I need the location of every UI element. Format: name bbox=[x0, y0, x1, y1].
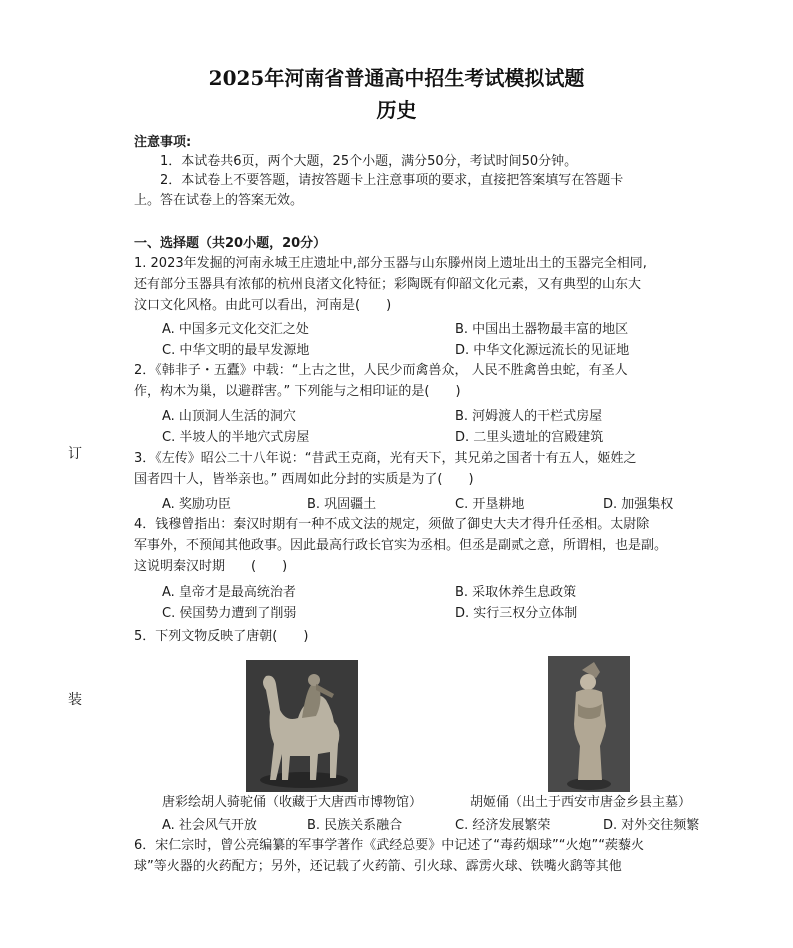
question-text: 这说明秦汉时期 ( ) bbox=[134, 559, 288, 574]
question-text: 汶口文化风格。由此可以看出，河南是( ) bbox=[134, 298, 392, 313]
exam-title: 2025年河南省普通高中招生考试模拟试题 bbox=[208, 66, 585, 90]
option-a[interactable]: A. 中国多元文化交汇之处 bbox=[162, 322, 309, 337]
notice-item: 1．本试卷共6页，两个大题，25个小题，满分50分，考试时间50分钟。 bbox=[160, 154, 578, 169]
option-b[interactable]: B. 中国出土器物最丰富的地区 bbox=[455, 322, 629, 337]
option-c[interactable]: C. 经济发展繁荣 bbox=[455, 818, 551, 833]
hu-lady-figurine-image bbox=[548, 656, 630, 792]
question-text: 6．宋仁宗时，曾公亮编纂的军事学著作《武经总要》中记述了“毒药烟球”“火炮”“蒺藜火 bbox=[134, 838, 644, 853]
hu-lady-figurine-drawing bbox=[548, 656, 630, 792]
question-text: 还有部分玉器具有浓郁的杭州良渚文化特征；彩陶既有仰韶文化元素，又有典型的山东大 bbox=[134, 277, 642, 292]
option-d[interactable]: D. 对外交往频繁 bbox=[603, 818, 700, 833]
question-text: 作，构木为巢，以避群害。” 下列能与之相印证的是( ) bbox=[134, 384, 461, 399]
notice-heading: 注意事项: bbox=[134, 135, 192, 150]
section-heading: 一、选择题（共20小题，20分） bbox=[134, 236, 327, 251]
question-text: 2．《韩非子・五蠹》中载：“上古之世，人民少而禽兽众， 人民不胜禽兽虫蛇，有圣人 bbox=[134, 363, 628, 378]
option-c[interactable]: C. 侯国势力遭到了削弱 bbox=[162, 606, 297, 621]
option-c[interactable]: C. 半坡人的半地穴式房屋 bbox=[162, 430, 310, 445]
camel-rider-figurine-image bbox=[246, 660, 358, 792]
question-text: 国者四十人，皆举亲也。” 西周如此分封的实质是为了( ) bbox=[134, 472, 474, 487]
option-a[interactable]: A. 奖励功臣 bbox=[162, 497, 231, 512]
image-caption: 胡姬俑（出土于西安市唐金乡县主墓） bbox=[470, 795, 692, 810]
question-text: 3．《左传》昭公二十八年说：“昔武王克商，光有天下，其兄弟之国者十有五人，姬姓之 bbox=[134, 451, 637, 466]
question-text: 5．下列文物反映了唐朝( ) bbox=[134, 629, 309, 644]
question-text: 4．钱穆曾指出：秦汉时期有一种不成文法的规定，须做了御史大夫才得升任丞相。太尉除 bbox=[134, 517, 650, 532]
notice-item-cont: 上。答在试卷上的答案无效。 bbox=[134, 193, 304, 208]
option-a[interactable]: A. 皇帝才是最高统治者 bbox=[162, 585, 296, 600]
binding-mark-zhuang: 装 bbox=[68, 692, 82, 708]
option-b[interactable]: B. 河姆渡人的干栏式房屋 bbox=[455, 409, 603, 424]
image-caption: 唐彩绘胡人骑驼俑（收藏于大唐西市博物馆） bbox=[162, 795, 423, 810]
exam-subject: 历史 bbox=[376, 98, 417, 122]
option-a[interactable]: A. 山顶洞人生活的洞穴 bbox=[162, 409, 296, 424]
option-d[interactable]: D. 中华文化源远流长的见证地 bbox=[455, 343, 630, 358]
option-b[interactable]: B. 民族关系融合 bbox=[307, 818, 403, 833]
option-d[interactable]: D. 加强集权 bbox=[603, 497, 674, 512]
option-b[interactable]: B. 采取休养生息政策 bbox=[455, 585, 577, 600]
option-a[interactable]: A. 社会风气开放 bbox=[162, 818, 257, 833]
camel-figurine-drawing bbox=[246, 660, 358, 792]
option-b[interactable]: B. 巩固疆土 bbox=[307, 497, 377, 512]
option-c[interactable]: C. 中华文明的最早发源地 bbox=[162, 343, 310, 358]
binding-mark-ding: 订 bbox=[68, 446, 82, 462]
option-d[interactable]: D. 实行三权分立体制 bbox=[455, 606, 578, 621]
option-c[interactable]: C. 开垦耕地 bbox=[455, 497, 525, 512]
option-d[interactable]: D. 二里头遗址的宫殿建筑 bbox=[455, 430, 604, 445]
notice-item: 2．本试卷上不要答题，请按答题卡上注意事项的要求，直接把答案填写在答题卡 bbox=[160, 173, 624, 188]
question-text: 球”等火器的火药配方；另外，还记载了火药箭、引火球、霹雳火球、铁嘴火鹞等其他 bbox=[134, 859, 622, 874]
question-text: 军事外，不预闻其他政事。因此最高行政长官实为丞相。但丞是副贰之意，所谓相，也是副。 bbox=[134, 538, 668, 553]
question-text: 1. 2023年发掘的河南永城王庄遗址中,部分玉器与山东滕州岗上遗址出土的玉器完全相同, bbox=[134, 256, 647, 271]
